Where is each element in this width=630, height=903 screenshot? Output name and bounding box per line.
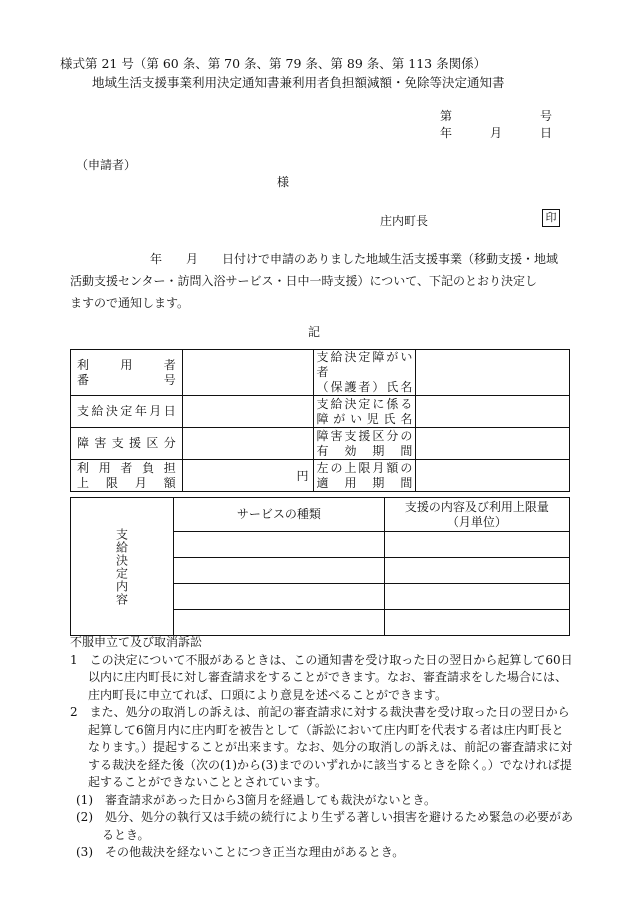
decision-date-label: 支給決定年月日 — [71, 396, 183, 428]
table-row — [71, 350, 570, 396]
body-line-1: 年 月 日付けで申請のありました地域生活支援事業（移動支援・地域 — [150, 252, 559, 266]
support-content-cell — [384, 558, 569, 584]
service-type-cell — [174, 532, 385, 558]
issuer-name: 庄内町長 — [380, 214, 429, 228]
support-category-label: 障害支援区分 — [71, 428, 183, 460]
form-number: 様式第 21 号（第 60 条、第 70 条、第 79 条、第 89 条、第 113 条関係） — [60, 56, 487, 71]
table-row — [71, 460, 570, 492]
appeal-sub-2: (2) 処分、処分の執行又は手続の続行により生ずる著しい損害を避けるため緊急の必要があるとき。 — [76, 810, 574, 842]
category-validity-label: 障害支援区分の 有効期間 — [313, 428, 416, 460]
service-type-header: サービスの種類 — [174, 498, 385, 532]
ki-label: 記 — [308, 325, 321, 339]
appeal-heading: 不服申立て及び取消訴訟 — [70, 635, 203, 649]
appeal-sub-1: (1) 審査請求があった日から3箇月を経過しても裁決がないとき。 — [76, 792, 437, 807]
appeal-section — [70, 634, 575, 862]
support-content-header: 支援の内容及び利用上限量 （月単位） — [384, 498, 569, 532]
sama-label: 様 — [277, 175, 290, 189]
service-type-cell — [174, 584, 385, 610]
service-type-cell — [174, 610, 385, 636]
date-day: 日 — [540, 126, 553, 140]
date-month: 月 — [490, 126, 503, 140]
support-category-value — [182, 428, 313, 460]
appeal-sub-3: (3) その他裁決を経ないことにつき正当な理由があるとき。 — [76, 845, 405, 859]
date-year: 年 — [440, 126, 453, 140]
burden-limit-label: 利用者負担 上限月額 — [71, 460, 183, 492]
recipient-name-value — [416, 350, 570, 396]
application-period-value — [416, 460, 570, 492]
support-content-cell — [384, 610, 569, 636]
category-validity-value — [416, 428, 570, 460]
appeal-item-2: 2 また、処分の取消しの訴えは、前記の審査請求に対する裁決書を受け取った日の翌日から起算して6箇月内に庄内町を被告として（訴訟において庄内町を代表する者は庄内町長となります。）提起することが出来ます。なお、処分の取消しの訴えは、前記の審査請求に対する裁決を経た後（次の(1)から(3)までのいずれかに該当するときを除く。）でなければ提起することができないこととされています。 — [70, 705, 573, 789]
child-name-value — [416, 396, 570, 428]
table-row — [71, 396, 570, 428]
support-content-cell — [384, 532, 569, 558]
applicant-label: （申請者） — [76, 158, 137, 172]
body-line-2: 活動支援センター・訪問入浴サービス・日中一時支援）について、下記のとおり決定し — [70, 274, 538, 288]
recipient-name-label: 支給決定障がい者 （保護者）氏名 — [313, 350, 416, 396]
doc-number-go: 号 — [540, 109, 553, 123]
body-line-3: ますので通知します。 — [70, 296, 190, 310]
decision-content-table — [70, 497, 570, 636]
body-paragraph — [70, 248, 570, 314]
support-content-cell — [384, 584, 569, 610]
table-row — [71, 428, 570, 460]
user-info-table — [70, 349, 570, 492]
burden-limit-value: 円 — [182, 460, 313, 492]
document-title: 地域生活支援事業利用決定通知書兼利用者負担額減額・免除等決定通知書 — [92, 75, 505, 90]
table-row — [71, 498, 570, 532]
user-number-value — [182, 350, 313, 396]
user-number-label: 利用者 番号 — [71, 350, 183, 396]
child-name-label: 支給決定に係る 障がい児氏名 — [313, 396, 416, 428]
service-type-cell — [174, 558, 385, 584]
application-period-label: 左の上限月額の 適用期間 — [313, 460, 416, 492]
doc-number-dai: 第 — [440, 109, 453, 123]
decision-content-side-label: 支給決定内容 — [71, 498, 174, 636]
decision-date-value — [182, 396, 313, 428]
seal-box: 印 — [542, 209, 560, 227]
appeal-item-1: 1 この決定について不服があるときは、この通知書を受け取った日の翌日から起算して60日以内に庄内町長に対し審査請求をすることができます。なお、審査請求をした場合には、庄内町長に申立てれば、口頭により意見を述べることができます。 — [70, 652, 573, 702]
